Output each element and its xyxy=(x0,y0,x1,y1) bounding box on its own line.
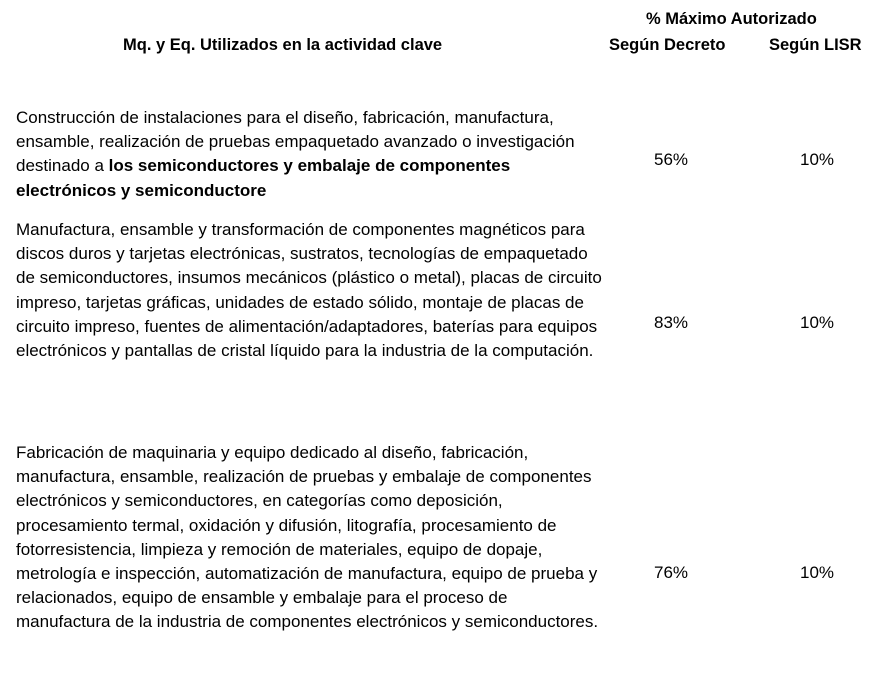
row-2-lisr: 10% xyxy=(799,313,835,332)
header-lisr: Según LISR xyxy=(769,36,862,54)
row-1-decreto: 56% xyxy=(653,150,689,169)
row-3-description: Fabricación de maquinaria y equipo dedicado al diseño, fabricación, manufactura, ensamble, realización de pruebas y embalaje de componentes electrónicos y semiconductores, en categorías como deposición, procesamiento termal, oxidación y difusión, litografía, procesamiento de fotorresistencia, limpieza y remoción de materiales, equipo de dopaje, metrología e inspección, automatización de manufactura, equipo de prueba y relacionados, equipo de ensamble y embalaje para el proceso de manufactura de la industria de componentes electrónicos y semiconductores. xyxy=(16,443,599,632)
row-3-decreto: 76% xyxy=(653,563,689,582)
row-1-description-bold: los semiconductores y embalaje de componentes electrónicos y semiconductore xyxy=(16,156,511,200)
row-1-lisr: 10% xyxy=(799,150,835,169)
row-2-decreto: 83% xyxy=(653,313,689,332)
row-1-description-text: Construcción de instalaciones para el diseño, fabricación, manufactura, ensamble, realización de pruebas empaquetado avanzado o investigación destinado a xyxy=(16,108,575,176)
header-decreto: Según Decreto xyxy=(609,36,726,54)
row-1-description xyxy=(16,106,606,203)
header-group-label: % Máximo Autorizado xyxy=(646,10,817,28)
row-2-description: Manufactura, ensamble y transformación de componentes magnéticos para discos duros y tarjetas electrónicas, sustratos, tecnologías de empaquetado de semiconductores, insumos mecánicos (plástico o metal), placas de circuito impreso, tarjetas gráficas, unidades de estado sólido, montaje de placas de circuito impreso, fuentes de alimentación/adaptadores, baterías para equipos electrónicos y pantallas de cristal líquido para la industria de la computación. xyxy=(16,220,602,361)
header-activity: Mq. y Eq. Utilizados en la actividad clave xyxy=(123,36,443,54)
row-3-lisr: 10% xyxy=(799,563,835,582)
